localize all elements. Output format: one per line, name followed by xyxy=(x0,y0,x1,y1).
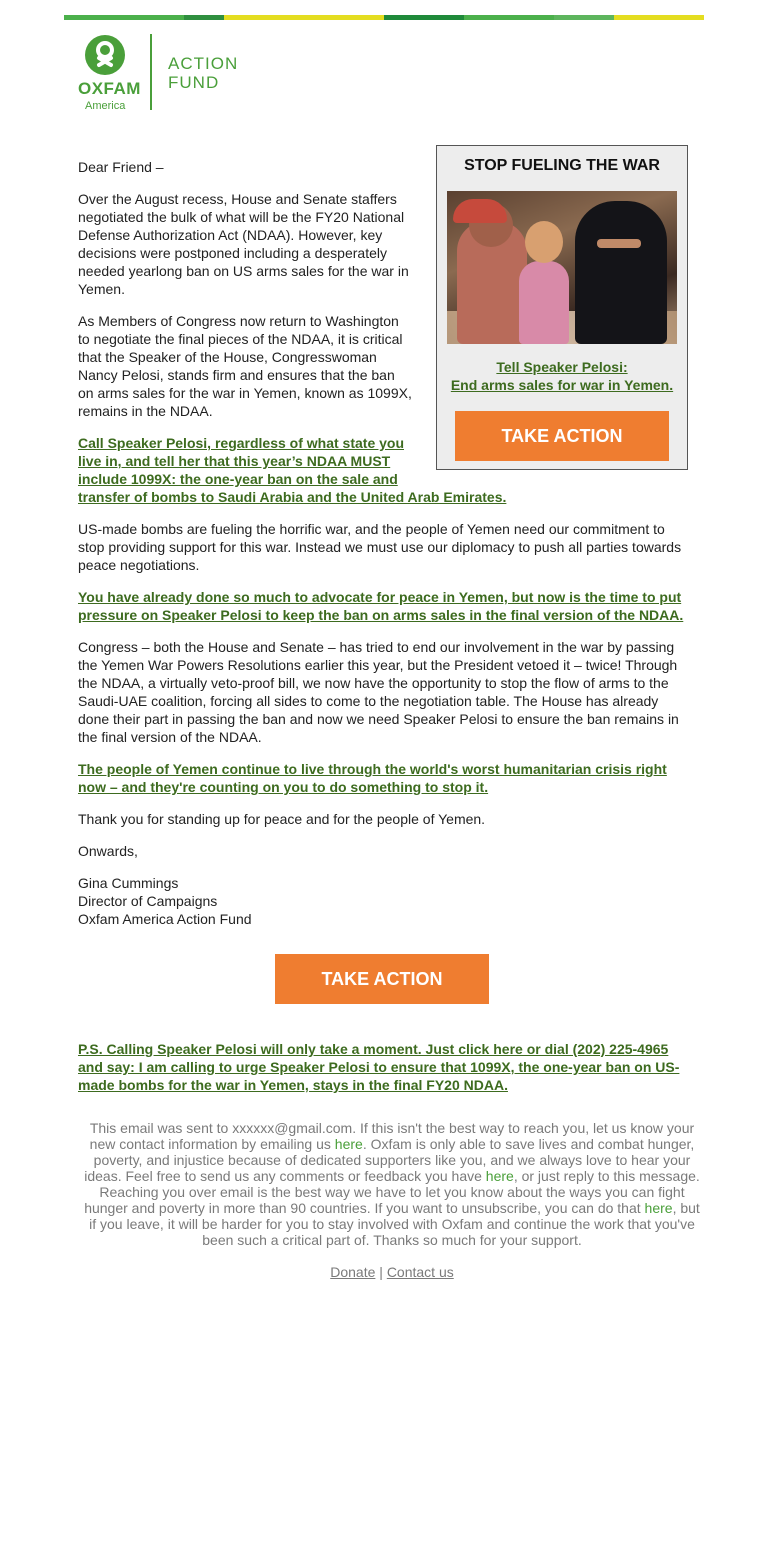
stop-fueling-war-box xyxy=(436,145,688,470)
footer-text-3: , or just reply to this message. Reaching you over email is the best way we have to let you know about the ways you can fight hunger and poverty in more than 90 countries. If you want to unsubscribe, you can do that xyxy=(84,1168,700,1216)
sidebox-title: STOP FUELING THE WAR xyxy=(464,157,660,174)
yemen-family-photo xyxy=(447,191,677,344)
footer-email-here-link[interactable]: here xyxy=(334,1136,363,1152)
paragraph-4: Congress – both the House and Senate – has tried to end our involvement in the war by passing the Yemen War Powers Resolutions earlier this year, but the President vetoed it – twice! Through the NDAA, a virtually veto-proof bill, we now have the opportunity to stop the flow of arms to the Saudi-UAE coalition, forcing all sides to come to the negotiation table. The House has already done their part in passing the ban and now we need Speaker Pelosi to ensure the ban remains in the final version of the NDAA. xyxy=(78,639,679,745)
take-action-button[interactable]: TAKE ACTION xyxy=(275,954,489,1004)
contact-us-link[interactable]: Contact us xyxy=(386,1264,454,1280)
main-action-wrap xyxy=(78,954,686,1004)
signature-org: Oxfam America Action Fund xyxy=(78,911,252,927)
footer-links xyxy=(82,1264,702,1280)
pressure-pelosi-link[interactable]: You have already done so much to advocate for peace in Yemen, but now is the time to put pressure on Speaker Pelosi to keep the ban on arms sales in the final version of the NDAA. xyxy=(78,589,684,623)
thanks-paragraph: Thank you for standing up for peace and for the people of Yemen. xyxy=(78,811,486,827)
paragraph-2: As Members of Congress now return to Washington to negotiate the final pieces of the NDAA, it is critical that the Speaker of the House, Congresswoman Nancy Pelosi, stands firm and ensures that the ban on arms sales for the war in Yemen, known as 1099X, remains in the NDAA. xyxy=(78,313,412,419)
logo-region-text: America xyxy=(85,100,126,112)
footer-text-2: . Oxfam is only able to save lives and combat hunger, poverty, and injustice because of dedicated supporters like you, and we always love to hear your ideas. Feel free to send us any comments or feedback you have xyxy=(84,1136,695,1184)
email-footer xyxy=(82,1120,702,1296)
tell-pelosi-link[interactable] xyxy=(443,358,681,394)
humanitarian-crisis-link[interactable]: The people of Yemen continue to live through the world's worst humanitarian crisis right now – and they're counting on you to do something to stop it. xyxy=(78,761,667,795)
footer-text-4: , but if you leave, it will be harder for you to stay involved with Oxfam and continue the work that you've been such a critical part of. Thanks so much for your support. xyxy=(89,1200,700,1248)
donate-link[interactable]: Donate xyxy=(330,1264,376,1280)
letter-content xyxy=(78,158,686,1108)
paragraph-1: Over the August recess, House and Senate staffers negotiated the bulk of what will be the FY20 National Defense Authorization Act (NDAA). However, key decisions were postponed including a desperately needed yearlong ban on US arms sales for the war in Yemen. xyxy=(78,191,409,297)
signature xyxy=(78,874,686,928)
logo-action-text: ACTION xyxy=(168,54,239,73)
footer-separator: | xyxy=(379,1264,383,1280)
call-pelosi-link[interactable]: Call Speaker Pelosi, regardless of what state you live in, and tell her that this year’s NDAA MUST include 1099X: the one-year ban on the sale and transfer of bombs to Saudi Arabia and the United Arab Emirates. xyxy=(78,435,507,505)
footer-unsubscribe-here-link[interactable]: here xyxy=(644,1200,673,1216)
logo-fund-text: FUND xyxy=(168,73,220,92)
signature-name: Gina Cummings xyxy=(78,875,179,891)
logo-divider xyxy=(150,34,152,110)
greeting: Dear Friend – xyxy=(78,159,164,175)
oxfam-action-fund-logo[interactable] xyxy=(78,34,238,112)
top-color-bar xyxy=(64,15,704,20)
ps-call-link[interactable]: P.S. Calling Speaker Pelosi will only take a moment. Just click here or dial (202) 225-4965 and say: I am calling to urge Speaker Pelosi to ensure that 1099X, the one-year ban on US-made bombs for the war in Yemen, stays in the final FY20 NDAA. xyxy=(78,1041,680,1093)
logo-action-fund xyxy=(168,54,238,92)
signoff: Onwards, xyxy=(78,843,138,859)
cta-line-1: Tell Speaker Pelosi: xyxy=(496,359,628,375)
paragraph-3: US-made bombs are fueling the horrific war, and the people of Yemen need our commitment to stop providing support for this war. Instead we must use our diplomacy to push all parties towards peace negotiations. xyxy=(78,521,682,573)
footer-notice xyxy=(82,1120,702,1248)
footer-text-1: This email was sent to xxxxxx@gmail.com. If this isn't the best way to reach you, let us know your new contact information by emailing us xyxy=(89,1120,695,1152)
cta-line-2: End arms sales for war in Yemen. xyxy=(450,377,674,393)
logo-brand-text: OXFAM xyxy=(78,79,141,98)
sidebox-take-action-button[interactable]: TAKE ACTION xyxy=(455,411,669,461)
signature-title: Director of Campaigns xyxy=(78,893,218,909)
footer-feedback-here-link[interactable]: here xyxy=(485,1168,514,1184)
